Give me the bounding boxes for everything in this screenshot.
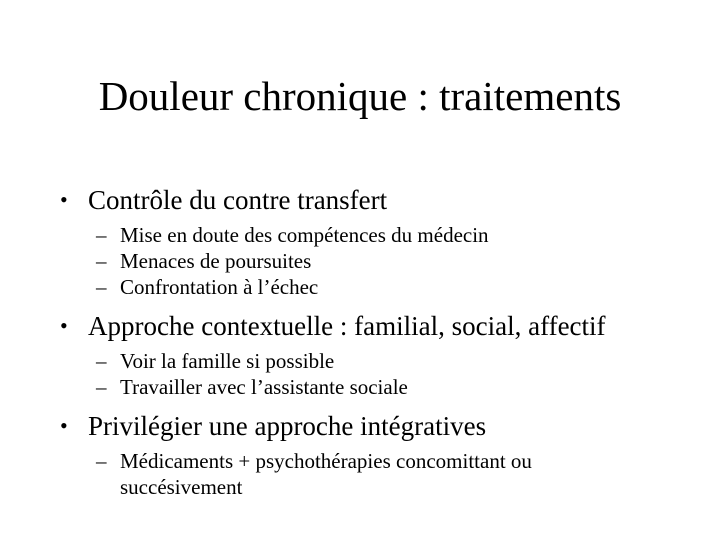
bullet-text: Contrôle du contre transfert	[88, 185, 388, 215]
sub-item	[56, 374, 676, 400]
sub-item-text: Mise en doute des compétences du médecin	[120, 223, 489, 247]
sub-item	[56, 248, 676, 274]
sub-item-text: Médicaments + psychothérapies concomittant ou succésivement	[120, 449, 532, 499]
sub-item	[56, 274, 676, 300]
sub-item-text: Travailler avec l’assistante sociale	[120, 375, 408, 399]
sub-item-text: Menaces de poursuites	[120, 249, 312, 273]
slide-title: Douleur chronique : traitements	[98, 73, 622, 119]
bullet-icon: •	[60, 187, 68, 212]
sub-item	[56, 448, 640, 500]
sub-item-text: Confrontation à l’échec	[120, 275, 319, 299]
slide-body	[56, 184, 676, 500]
bullet-item	[56, 410, 676, 442]
bullet-item	[56, 184, 676, 216]
bullet-text: Approche contextuelle : familial, social, affectif	[88, 311, 606, 341]
dash-icon: –	[96, 249, 107, 273]
dash-icon: –	[96, 275, 107, 299]
bullet-item	[56, 310, 676, 342]
sub-item	[56, 222, 676, 248]
bullet-icon: •	[60, 413, 68, 438]
bullet-icon: •	[60, 313, 68, 338]
sub-item	[56, 348, 676, 374]
bullet-text: Privilégier une approche intégratives	[88, 411, 487, 441]
sub-item-text: Voir la famille si possible	[120, 349, 335, 373]
dash-icon: –	[96, 349, 107, 373]
dash-icon: –	[96, 449, 107, 473]
dash-icon: –	[96, 223, 107, 247]
dash-icon: –	[96, 375, 107, 399]
